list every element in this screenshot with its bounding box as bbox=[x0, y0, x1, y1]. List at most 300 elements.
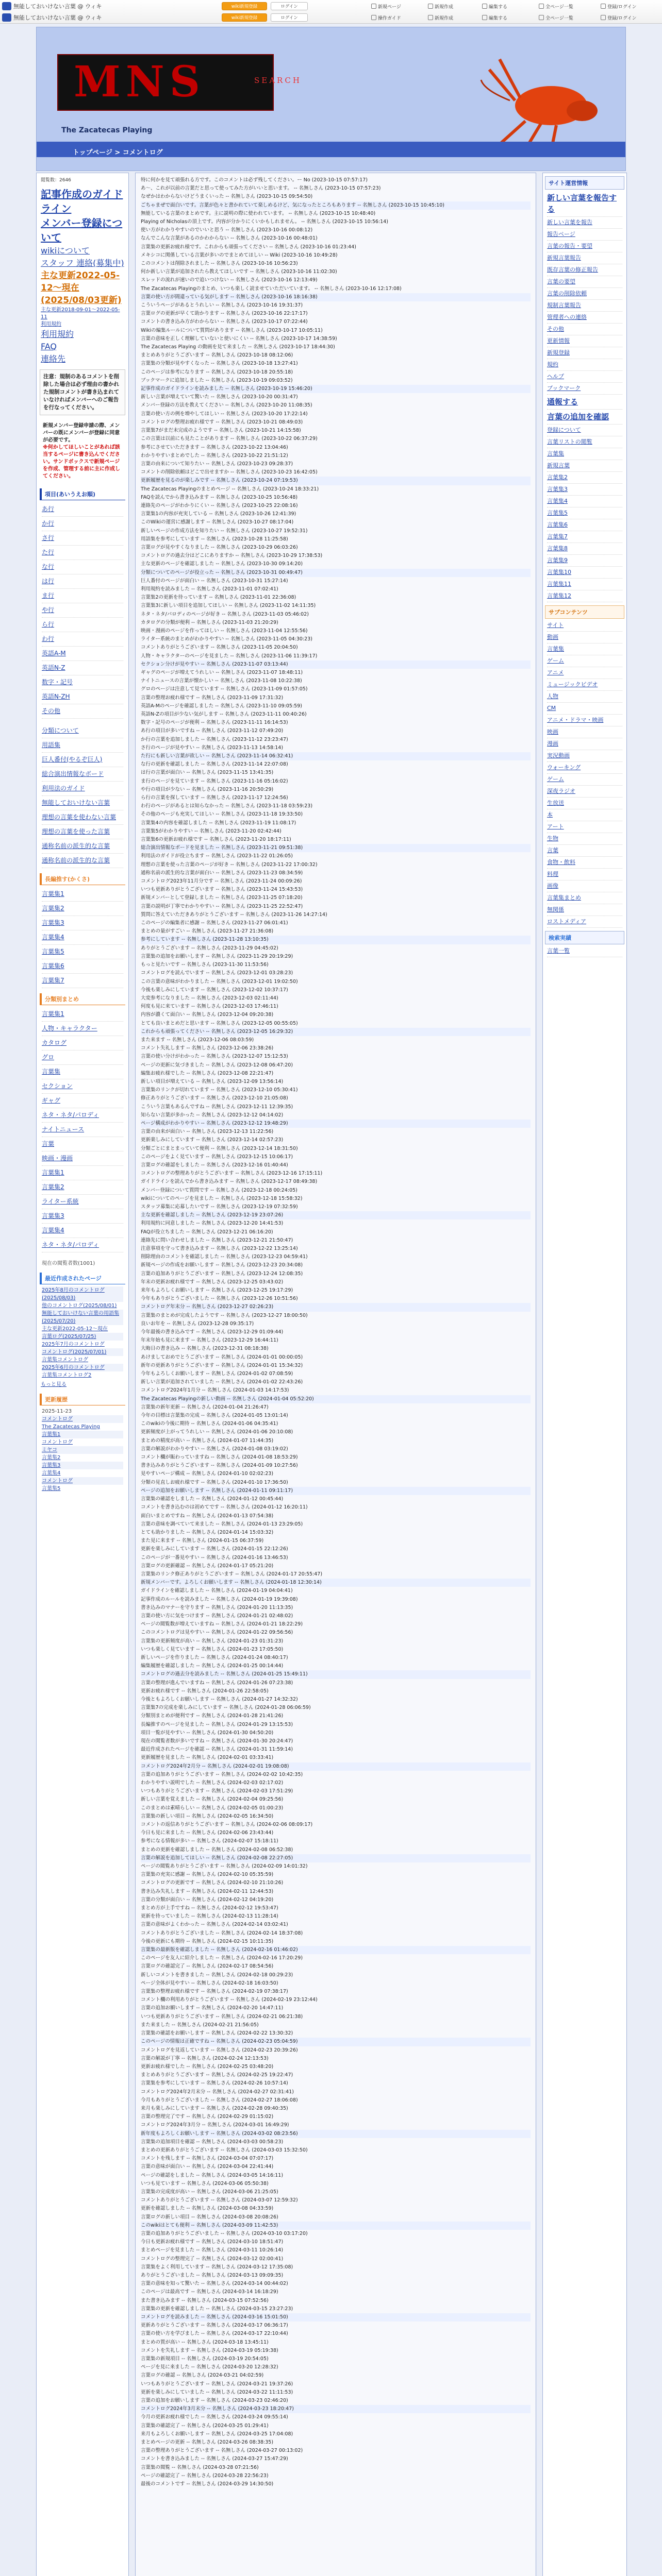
category2-item[interactable]: ネタ・ネタ/パロディ bbox=[42, 1108, 123, 1123]
comment-row: コメントログを見返しています -- 名無しさん (2024-02-23 20:39:26) bbox=[141, 2047, 298, 2053]
comment-row: The Zacatecas Playingの新しい動画 -- 名無しさん (2024-01-04 05:52:20) bbox=[141, 1395, 531, 1403]
comment-row: まとめの更新ありがとうございます -- 名無しさん (2024-03-03 15:32:50) bbox=[141, 2147, 308, 2153]
comment-row: 分類別まとめが便利です -- 名無しさん (2024-01-28 21:41:26) bbox=[141, 1713, 284, 1719]
category-item[interactable]: 言葉集7 bbox=[42, 974, 123, 988]
report-big-list bbox=[543, 191, 626, 217]
comment-row: 新しい言葉が増えていて驚いた -- 名無しさん (2023-10-20 00:31:47) bbox=[141, 394, 298, 400]
subcontent-item[interactable]: 言葉 bbox=[547, 845, 622, 857]
topbar-link-label: 新規作成 bbox=[435, 15, 454, 21]
comment-row: わかりやすい説明でした -- 名無しさん (2024-02-03 02:17:02) bbox=[141, 1780, 284, 1786]
category2-item[interactable]: ナイトニュース bbox=[42, 1123, 123, 1137]
category2-item[interactable]: 言葉集1 bbox=[42, 1166, 123, 1180]
comment-row: 言葉集の分類が見やすくなった -- 名無しさん (2023-10-18 13:27:41) bbox=[141, 361, 298, 367]
comment-row: 長編推すのページを見ました -- 名無しさん (2024-01-29 13:15:53) bbox=[141, 1721, 293, 1727]
report-big-list-2 bbox=[543, 395, 626, 425]
site-logo[interactable] bbox=[57, 54, 302, 111]
category-item[interactable]: 言葉集1 bbox=[42, 887, 123, 902]
updated-item[interactable]: 言葉集2 bbox=[42, 1455, 61, 1461]
comment-row: 言葉の整理お疲れ様です -- 名無しさん (2023-11-09 17:31:32) bbox=[141, 694, 284, 701]
comment-row: 言葉集のリンク修正ありがとうございます -- 名無しさん (2024-01-17 20:55:47) bbox=[141, 1571, 323, 1577]
nav-extra-list bbox=[37, 724, 128, 868]
comment-row: 言葉の整理ありがとうございます -- 名無しさん (2024-03-27 00:13:02) bbox=[141, 2448, 303, 2454]
word-list-item[interactable]: 新規言葉 bbox=[547, 460, 622, 472]
topbar-site-title[interactable]: 無能しておいけない言葉 @ ウィキ bbox=[13, 14, 102, 21]
nav-extra-item[interactable]: 利用法のガイド bbox=[42, 782, 123, 796]
site-banner[interactable] bbox=[46, 39, 613, 142]
comment-row: 今日も更新お疲れ様です -- 名無しさん (2024-03-10 18:51:47) bbox=[141, 2239, 284, 2245]
guideline-link[interactable]: 記事作成のガイドライン bbox=[41, 188, 123, 215]
comment-row: ら行の言葉を探しています -- 名無しさん (2023-11-17 12:24:56) bbox=[141, 795, 288, 801]
subcontent-item[interactable]: 動画 bbox=[547, 632, 622, 643]
comment-row: さ行のページが見やすい -- 名無しさん (2023-11-13 14:58:14) bbox=[141, 744, 284, 751]
nav-item[interactable]: な行 bbox=[42, 560, 123, 574]
wiki-signup-button[interactable]: wiki新規登録 bbox=[222, 2, 267, 10]
comment-row: メンバー登録について質問です -- 名無しさん (2023-12-18 00:24:05) bbox=[141, 1187, 297, 1193]
comment-row: 更新を楽しみにしていました -- 名無しさん (2024-03-22 11:11:53) bbox=[141, 2389, 293, 2395]
comment-row: The Zacatecas Playingのまとめページ -- 名無しさん (2023-10-24 18:33:21) bbox=[141, 486, 319, 492]
subcontent-item[interactable]: 生物 bbox=[547, 833, 622, 845]
comment-row: グロのページは注意して見ています -- 名無しさん (2023-11-09 01:57:05) bbox=[141, 686, 308, 692]
search-stats-item[interactable]: 言葉一覧 bbox=[547, 945, 622, 957]
subcontent-item[interactable]: アニメ・ドラマ・映画 bbox=[547, 715, 622, 726]
comment-row: このページの情報は正確ですね -- 名無しさん (2024-02-23 05:04:59) bbox=[141, 2038, 531, 2046]
comment-row: これからも頑張ってください -- 名無しさん (2023-12-05 16:29:32) bbox=[141, 1028, 531, 1036]
subcontent-item[interactable]: 無関係 bbox=[547, 904, 622, 916]
recent-item[interactable]: 他のコメントログ(2025/08/01) bbox=[42, 1303, 117, 1309]
comment-row: 言葉の意味が面白い -- 名無しさん (2024-03-04 22:41:44) bbox=[141, 2164, 274, 2170]
nav-item[interactable]: 英語N-ZH bbox=[42, 690, 123, 704]
comment-row: 言葉集の整理お疲れ様です -- 名無しさん (2024-02-19 07:38:17) bbox=[141, 1989, 288, 1995]
topbar-link-label: 登録/ログイン bbox=[607, 4, 637, 10]
comment-row: 年末年始も見に来ます -- 名無しさん (2023-12-29 16:44:11) bbox=[141, 1337, 278, 1344]
comment-row: 利用規約を読みました -- 名無しさん (2023-11-01 07:02:41) bbox=[141, 586, 278, 592]
comment-row: 記事作成のガイドラインを読みました -- 名無しさん (2023-10-19 15:46:20) bbox=[141, 385, 531, 393]
comment-row: 更新お疲れ様でした -- 名無しさん (2024-02-25 03:48:20) bbox=[141, 2063, 274, 2070]
comment-row: わかりやすいまとめでした -- 名無しさん (2023-10-22 21:51:12) bbox=[141, 452, 288, 459]
category2-item[interactable]: 映画・漫画 bbox=[42, 1151, 123, 1166]
topbar-link-edit[interactable] bbox=[482, 14, 507, 21]
nav-extra-item[interactable]: 理想の言葉を使った言葉 bbox=[42, 825, 123, 839]
nav-extra-item[interactable]: 総合演出情報なボード bbox=[42, 767, 123, 782]
comment-row: コメントありがとうございます -- 名無しさん (2023-11-05 20:04:50) bbox=[141, 645, 298, 651]
faq-link[interactable]: FAQ bbox=[41, 342, 57, 351]
topbar-row-1 bbox=[0, 1, 662, 12]
comment-row: このページをよく見ています -- 名無しさん (2023-12-15 10:06:17) bbox=[141, 1154, 293, 1160]
updated-item[interactable]: コメントログ bbox=[42, 1415, 123, 1423]
nav-item[interactable]: 英語N-Z bbox=[42, 661, 123, 675]
updated-section-header: 更新履歴 bbox=[40, 1394, 125, 1405]
comment-row: コメントログを読みました -- 名無しさん (2024-03-16 15:01:50) bbox=[141, 2313, 531, 2321]
comment-row: コメントログの過去分を読みました -- 名無しさん (2024-01-25 15:49:11) bbox=[141, 1670, 531, 1679]
terms-small-link[interactable]: 利用規約 bbox=[41, 321, 61, 327]
comment-row: あけましておめでとうございます -- 名無しさん (2024-01-01 00:00:05) bbox=[141, 1354, 303, 1360]
report-item[interactable]: 新しい言葉を報告 bbox=[547, 217, 622, 229]
comment-row: いつも更新ありがとうございます -- 名無しさん (2024-02-21 06:21:38) bbox=[141, 2013, 303, 2020]
report-item[interactable]: 規約 bbox=[547, 359, 622, 371]
nav-item[interactable]: あ行 bbox=[42, 502, 123, 517]
comment-row: また書き込みます -- 名無しさん (2024-03-15 07:52:56) bbox=[141, 2297, 269, 2303]
old-updates-link[interactable]: 主な更新2018-09-01～2022-05-11 bbox=[41, 307, 120, 320]
comment-row: 数字・記号のページが便利 -- 名無しさん (2023-11-11 16:14:53) bbox=[141, 720, 288, 726]
comment-row: 言葉ログの更新が早くて助かります -- 名無しさん (2023-10-16 22:17:17) bbox=[141, 311, 308, 317]
comment-row: 主な更新のページを確認しました -- 名無しさん (2023-10-30 09:14:20) bbox=[141, 561, 303, 567]
updated-item[interactable]: 言葉集4 bbox=[42, 1470, 61, 1476]
recent-item[interactable]: コメントログ(2025/07/01) bbox=[42, 1348, 123, 1356]
recent-item[interactable]: 2025年7月のコメントログ bbox=[42, 1342, 105, 1347]
subcontent-header: サブコンテンツ bbox=[545, 605, 624, 619]
wiki-logo-icon[interactable] bbox=[2, 13, 11, 22]
category2-item[interactable]: 人物・キャラクター bbox=[42, 1022, 123, 1036]
comment-row: 言葉集の新年更新 -- 名無しさん (2024-01-04 21:26:47) bbox=[141, 1404, 269, 1410]
word-list-item[interactable]: 言葉集6 bbox=[547, 519, 622, 531]
recent-item[interactable]: 2025年6月のコメントログ bbox=[42, 1364, 123, 1371]
comment-row: 分類の見直しお疲れ様です -- 名無しさん (2024-01-10 17:36:50) bbox=[141, 1479, 288, 1485]
category2-item[interactable]: グロ bbox=[42, 1050, 123, 1065]
comment-row: 言葉集をよく利用しています -- 名無しさん (2024-03-12 17:35:08) bbox=[141, 2264, 293, 2270]
comment-row: 更新履歴を見ました -- 名無しさん (2024-02-01 03:33:41) bbox=[141, 1755, 274, 1761]
comment-row: 参考にさせていただきます -- 名無しさん (2023-10-22 13:04:46) bbox=[141, 444, 288, 450]
comment-row: 言葉集の更新を確認しました -- 名無しさん (2024-03-15 23:27:23) bbox=[141, 2306, 293, 2312]
category2-item[interactable]: 言葉集1 bbox=[42, 1007, 123, 1022]
subcontent-item[interactable]: 言葉集 bbox=[547, 643, 622, 655]
updated-date: 2025-11-23 bbox=[42, 1409, 72, 1414]
list-icon bbox=[539, 15, 544, 20]
topbar-link-all-pages[interactable] bbox=[539, 14, 573, 21]
comment-row: 言葉集の充実に感謝 -- 名無しさん (2024-02-10 05:35:59) bbox=[141, 1872, 274, 1878]
report-item[interactable]: 新規登録 bbox=[547, 347, 622, 359]
comment-row: 新年度もよろしくお願いします -- 名無しさん (2024-03-02 08:23:56) bbox=[141, 2130, 531, 2138]
comment-row: まとめページの更新 -- 名無しさん (2024-03-26 08:38:35) bbox=[141, 2439, 274, 2446]
topbar-link-edit[interactable] bbox=[482, 3, 507, 10]
comment-row: このまとめは素晴らしい -- 名無しさん (2024-02-05 01:00:23) bbox=[141, 1805, 284, 1811]
category-item[interactable]: 言葉集5 bbox=[42, 945, 123, 959]
category-item[interactable]: 言葉集6 bbox=[42, 959, 123, 974]
subcontent-item[interactable]: 漫画 bbox=[547, 738, 622, 750]
left-sidebar bbox=[36, 173, 129, 2576]
category2-item[interactable]: カタログ bbox=[42, 1036, 123, 1050]
comment-row: コメントログの整理ありがとうございます -- 名無しさん (2023-12-16 17:15:11) bbox=[141, 1171, 323, 1177]
nav-item[interactable]: や行 bbox=[42, 603, 123, 618]
subcontent-item[interactable]: ウォーキング bbox=[547, 762, 622, 774]
logo-text: MNS bbox=[74, 57, 205, 107]
recent-item[interactable]: 言葉ログ(2025/07/25) bbox=[42, 1333, 123, 1341]
report-item[interactable]: 既存言葉の修正報告 bbox=[547, 264, 622, 276]
comment-row: 修正ありがとうございます -- 名無しさん (2023-12-10 21:05:08) bbox=[141, 1095, 288, 1101]
category2-item[interactable]: セクション bbox=[42, 1079, 123, 1094]
updated-item[interactable]: 言葉集3 bbox=[42, 1462, 123, 1469]
comment-row: この言葉の意味がわかりました -- 名無しさん (2023-12-01 19:02:50) bbox=[141, 978, 298, 985]
comment-row: 言葉の使い方に気をつけます -- 名無しさん (2024-01-21 02:48:02) bbox=[141, 1613, 293, 1619]
topbar-link-guide[interactable] bbox=[371, 14, 401, 21]
site-subtitle: The Zacatecas Playing bbox=[61, 126, 153, 134]
page-icon bbox=[371, 4, 376, 9]
category-item[interactable]: 言葉集4 bbox=[42, 930, 123, 945]
comment-row: 言葉の整理完了です -- 名無しさん (2024-02-29 01:15:02) bbox=[141, 2114, 274, 2120]
comment-row: 言葉の意味を知って驚いた -- 名無しさん (2024-03-14 00:44:02) bbox=[141, 2281, 288, 2287]
category2-item[interactable]: ネタ・ネタ/パロディ bbox=[42, 1238, 123, 1252]
word-list-item[interactable]: 言葉集5 bbox=[547, 507, 622, 519]
nav-item[interactable]: わ行 bbox=[42, 632, 123, 647]
comment-row: 言葉の分類が面白い -- 名無しさん (2024-02-12 04:19:20) bbox=[141, 1896, 274, 1903]
comment-row: な行の更新を確認しました -- 名無しさん (2023-11-14 22:07:08) bbox=[141, 761, 288, 768]
comment-row: か行の言葉を追加しました -- 名無しさん (2023-11-12 23:23:47) bbox=[141, 736, 288, 742]
major-updates-link[interactable]: 主な更新2022-05-12～現在(2025/08/03更新) bbox=[41, 270, 122, 306]
atwiki-topbar bbox=[0, 0, 662, 24]
comment-row: コメントログ年末分 -- 名無しさん (2023-12-27 02:26:23) bbox=[141, 1303, 531, 1311]
category2-item[interactable]: 言葉 bbox=[42, 1137, 123, 1151]
comment-row: 言葉ログの確認 -- 名無しさん (2024-03-21 04:02:59) bbox=[141, 2372, 264, 2379]
report-item[interactable]: 新規言葉報告 bbox=[547, 252, 622, 264]
subcontent-item[interactable]: 言葉集まとめ bbox=[547, 892, 622, 904]
subcontent-item[interactable]: 食物・飲料 bbox=[547, 857, 622, 869]
terms-link[interactable]: 利用規約 bbox=[41, 329, 74, 339]
comment-row: ギャグのページが増えてうれしい -- 名無しさん (2023-11-07 18:48:11) bbox=[141, 669, 303, 675]
member-notice-text: 新規メンバー登録申請の際、メンバーの既にメンバーが登録に同意が必要です。 bbox=[43, 423, 120, 443]
recent-item[interactable]: 言葉集コメントログ bbox=[42, 1357, 88, 1363]
comment-row: ライター系統のまとめがわかりやすい -- 名無しさん (2023-11-05 04:30:23) bbox=[141, 636, 312, 642]
comment-row: 新しい言葉を覚えました -- 名無しさん (2024-02-04 09:25:56) bbox=[141, 1797, 284, 1803]
subcontent-item[interactable]: 料理 bbox=[547, 869, 622, 880]
subcontent-item[interactable]: ロストメディア bbox=[547, 916, 622, 928]
comment-row: 最近作成されたページを確認 -- 名無しさん (2024-01-31 11:59:14) bbox=[141, 1747, 293, 1753]
nav-item[interactable]: その他 bbox=[42, 704, 123, 719]
comment-row: 言葉の追加をお願いします -- 名無しさん (2024-03-23 02:46:20) bbox=[141, 2398, 288, 2404]
nav-extra-item[interactable]: 通称名前の派生的な言葉 bbox=[42, 854, 123, 868]
category-section-header: 長編推す(かくさ) bbox=[40, 873, 125, 885]
about-wiki-link[interactable]: wikiについて bbox=[41, 246, 90, 256]
updated-item[interactable]: 言葉集5 bbox=[42, 1486, 61, 1492]
comment-row: 内容が濃くて面白い -- 名無しさん (2023-12-04 09:20:38) bbox=[141, 1012, 274, 1018]
word-list bbox=[543, 425, 626, 602]
comment-row: セクション分けが見やすい -- 名無しさん (2023-11-07 03:13:44) bbox=[141, 660, 531, 669]
wiki-signup-button[interactable]: wiki新規登録 bbox=[222, 13, 267, 22]
subcontent-item[interactable]: 画像 bbox=[547, 880, 622, 892]
comment-row: 言葉の由来が面白い -- 名無しさん (2023-12-13 11:22:56) bbox=[141, 1129, 274, 1135]
breadcrumb[interactable]: トップページ > コメントログ bbox=[73, 149, 163, 157]
report-item[interactable]: 規制言葉報告 bbox=[547, 300, 622, 312]
comment-row: 言葉集のまとめが完成したようです -- 名無しさん (2023-12-27 18:00:50) bbox=[141, 1312, 308, 1318]
comment-row: コメントを書き込むのは初めてです -- 名無しさん (2024-01-12 16:20:11) bbox=[141, 1504, 308, 1511]
comment-row: まとめの質が高い -- 名無しさん (2024-03-18 13:45:11) bbox=[141, 2339, 269, 2345]
nav-extra-item[interactable]: 分類について bbox=[42, 724, 123, 738]
comment-row: ブックマークに追加しました -- 名無しさん (2023-10-19 09:03:52) bbox=[141, 377, 293, 383]
comment-row: た行にも新しい言葉が欲しい -- 名無しさん (2023-11-14 06:32:41) bbox=[141, 752, 531, 760]
subcontent-item[interactable]: CM bbox=[547, 703, 622, 715]
comment-row: コメントを残します -- 名無しさん (2024-03-04 07:07:17) bbox=[141, 2156, 274, 2162]
book-icon bbox=[371, 15, 376, 20]
report-big-item[interactable]: 言葉の追加を確認 bbox=[547, 410, 622, 425]
word-list-item[interactable]: 言葉集8 bbox=[547, 543, 622, 555]
nav-item[interactable]: か行 bbox=[42, 517, 123, 531]
subcontent-item[interactable]: 人物 bbox=[547, 691, 622, 703]
comment-row: 新しい言葉が追加されていました -- 名無しさん (2024-01-02 22:43:26) bbox=[141, 1379, 303, 1385]
user-icon bbox=[601, 4, 606, 9]
word-list-item[interactable]: 登録について bbox=[547, 425, 622, 436]
topbar-link-label: 操作ガイド bbox=[378, 15, 401, 21]
comment-row: 言葉の追加ありがとうございます -- 名無しさん (2023-12-24 12:08:35) bbox=[141, 1270, 303, 1277]
topbar-link-new-page[interactable] bbox=[371, 3, 401, 10]
subcontent-item[interactable]: 映画 bbox=[547, 726, 622, 738]
topbar-link-all-pages[interactable] bbox=[539, 3, 573, 10]
subcontent-item[interactable]: アニメ bbox=[547, 667, 622, 679]
topbar-link-create[interactable] bbox=[428, 14, 453, 21]
view-count-text: 閲覧数：2646 bbox=[41, 178, 71, 183]
comment-row: 言葉集の完成度が高い -- 名無しさん (2024-03-06 21:25:05) bbox=[141, 2189, 278, 2195]
pencil-icon bbox=[482, 4, 487, 9]
updated-item[interactable]: コメントログ bbox=[42, 1477, 123, 1485]
report-item[interactable]: ヘルプ bbox=[547, 371, 622, 383]
comment-row: 書き込みありがとうございます -- 名無しさん (2024-01-09 10:27:56) bbox=[141, 1463, 298, 1469]
report-item[interactable]: ブックマーク bbox=[547, 383, 622, 395]
comment-row: 無能している言葉のまとめです。主に説明の際に使われています。 -- 名無しさん (2023-10-15 10:48:40) bbox=[141, 210, 376, 216]
comment-row: 利用法のガイドが役立ちます -- 名無しさん (2023-11-22 01:26:05) bbox=[141, 853, 293, 859]
topbar-link-login[interactable] bbox=[601, 14, 637, 21]
comment-row: ページの閲覧数が増えていますね -- 名無しさん (2024-01-21 18:22:29) bbox=[141, 1621, 303, 1628]
nav-item[interactable]: ら行 bbox=[42, 618, 123, 632]
updated-item[interactable]: ミヤコ bbox=[42, 1446, 123, 1454]
nav-list bbox=[37, 502, 128, 719]
topbar-site-title[interactable]: 無能しておいけない言葉 @ ウィキ bbox=[13, 3, 102, 10]
comment-row: コメントログの過去分はどこにありますか -- 名無しさん (2023-10-29 17:38:53) bbox=[141, 553, 323, 559]
recent-item[interactable]: 2025年8月のコメントログ(2025/08/03) bbox=[42, 1286, 123, 1302]
updated-item[interactable]: コメントログ bbox=[42, 1439, 73, 1445]
login-button[interactable]: ログイン bbox=[271, 13, 308, 22]
word-list-item[interactable]: 言葉集 bbox=[547, 448, 622, 460]
comment-row: Wikiの編集ルールについて質問があります -- 名無しさん (2023-10-17 10:05:11) bbox=[141, 327, 323, 333]
report-item[interactable]: 更新情報 bbox=[547, 335, 622, 347]
subcontent-item[interactable]: 実況動画 bbox=[547, 750, 622, 762]
comment-row: 注意事項を守って書き込みます -- 名無しさん (2023-12-22 13:25:14) bbox=[141, 1246, 298, 1251]
word-list-item[interactable]: 言葉集3 bbox=[547, 484, 622, 496]
subcontent-item[interactable]: ミュージックビデオ bbox=[547, 679, 622, 691]
nav-extra-item[interactable]: 巨人番付(やるぞ巨人) bbox=[42, 753, 123, 767]
recent-item[interactable]: 無能しておいけない言葉の用語集(2025/07/20) bbox=[42, 1310, 123, 1325]
word-list-item[interactable]: 言葉集11 bbox=[547, 579, 622, 590]
updated-item[interactable]: The Zacatecas Playing bbox=[42, 1424, 100, 1430]
category2-item[interactable]: 言葉集2 bbox=[42, 1180, 123, 1195]
staff-recruit-link[interactable]: スタッフ 連絡(募集中) bbox=[41, 258, 124, 268]
comment-row: コメントログ2024年2月末分 -- 名無しさん (2024-02-27 02:31:41) bbox=[141, 2089, 294, 2095]
nav-extra-item[interactable]: 無能しておいけない言葉 bbox=[42, 796, 123, 810]
comment-row: 巨人番付のページが面白い -- 名無しさん (2023-10-31 15:27:14) bbox=[141, 578, 288, 584]
subcontent-item[interactable]: アート bbox=[547, 821, 622, 833]
nav-item[interactable]: 英語A-M bbox=[42, 647, 123, 661]
recent-more-link[interactable]: もっと見る bbox=[41, 1382, 67, 1387]
comment-row: 言葉集7の完成を楽しみにしています -- 名無しさん (2024-01-28 06:06:59) bbox=[141, 1705, 311, 1711]
category2-item[interactable]: 言葉集3 bbox=[42, 1209, 123, 1224]
word-list-item[interactable]: 言葉集7 bbox=[547, 531, 622, 543]
login-button[interactable]: ログイン bbox=[271, 2, 308, 10]
report-big-item[interactable]: 通報する bbox=[547, 395, 622, 410]
comment-row: 削除理由のコメントを確認しました -- 名無しさん (2023-12-23 04:59:41) bbox=[141, 1254, 308, 1260]
category2-item[interactable]: ライター系統 bbox=[42, 1195, 123, 1209]
topbar-link-login[interactable] bbox=[601, 3, 637, 10]
report-item[interactable]: 管理者への連絡 bbox=[547, 312, 622, 324]
subcontent-item[interactable]: ゲーム bbox=[547, 774, 622, 786]
comment-row: 言葉の解説が丁寧 -- 名無しさん (2024-02-24 12:13:53) bbox=[141, 2055, 269, 2061]
report-item[interactable]: 言葉の報告・要望 bbox=[547, 241, 622, 252]
report-item[interactable]: その他 bbox=[547, 324, 622, 335]
word-list-item[interactable]: 言葉リストの閲覧 bbox=[547, 436, 622, 448]
comment-row: 更新ありがとうございます -- 名無しさん (2024-03-17 06:36:17) bbox=[141, 2323, 288, 2329]
word-list-item[interactable]: 言葉集12 bbox=[547, 590, 622, 602]
comment-row: 何か新しい言葉が追加されたら教えてほしいです -- 名無しさん (2023-10-16 11:02:30) bbox=[141, 269, 337, 275]
category-list bbox=[37, 887, 128, 988]
category2-item[interactable]: 言葉集 bbox=[42, 1065, 123, 1079]
comment-row: カタログの分類が便利 -- 名無しさん (2023-11-03 21:20:29) bbox=[141, 619, 278, 625]
comment-row: 更新履歴を見るのが楽しみです -- 名無しさん (2023-10-24 07:19:53) bbox=[141, 477, 531, 485]
comment-row: あ〜、これが以前の言葉だと思って使ってみた方がいいと思います。 -- 名無しさん (2023-10-15 07:57:23) bbox=[141, 185, 381, 192]
comment-row: 用語集を参考にしています -- 名無しさん (2023-10-28 11:25:58) bbox=[141, 536, 288, 542]
word-list-item[interactable]: 言葉集2 bbox=[547, 472, 622, 484]
word-list-item[interactable]: 言葉集4 bbox=[547, 496, 622, 507]
report-item[interactable]: 報告ページ bbox=[547, 229, 622, 241]
comment-row: や行の項目が少ない -- 名無しさん (2023-11-16 20:50:29) bbox=[141, 786, 274, 792]
word-list-item[interactable]: 言葉集9 bbox=[547, 555, 622, 567]
report-big-item[interactable]: 新しい言葉を報告する bbox=[547, 191, 622, 217]
nav-item[interactable]: ま行 bbox=[42, 589, 123, 603]
category-item[interactable]: 言葉集2 bbox=[42, 902, 123, 916]
nav-extra-item[interactable]: 通称名前の派生的な言葉 bbox=[42, 839, 123, 854]
member-registration-link[interactable]: メンバー登録について bbox=[41, 217, 123, 244]
nav-item[interactable]: 数字・記号 bbox=[42, 675, 123, 690]
report-item[interactable]: 言葉の削除依頼 bbox=[547, 288, 622, 300]
comment-row: ガイドラインを読んでから書き込みます -- 名無しさん (2023-12-17 08:49:38) bbox=[141, 1179, 318, 1185]
subcontent-item[interactable]: 生放送 bbox=[547, 798, 622, 809]
comment-row: コメントログ2024年3月末分 -- 名無しさん (2024-03-23 18:20:47) bbox=[141, 2405, 531, 2413]
subcontent-item[interactable]: 深夜ラジオ bbox=[547, 786, 622, 798]
recent-item[interactable]: 言葉集コメントログ2 bbox=[42, 1372, 92, 1378]
nav-extra-item[interactable]: 理想の言葉を使わない言葉 bbox=[42, 810, 123, 825]
nav-item[interactable]: た行 bbox=[42, 546, 123, 560]
comment-row: 言葉の意味がよくわかった -- 名無しさん (2024-02-14 03:02:41) bbox=[141, 1922, 288, 1928]
nav-item[interactable]: は行 bbox=[42, 574, 123, 589]
updated-item[interactable]: 言葉集1 bbox=[42, 1431, 123, 1438]
comment-row: コメントログの更新です -- 名無しさん (2024-02-10 21:10:26) bbox=[141, 1880, 284, 1886]
search-stats-list bbox=[543, 945, 626, 957]
comment-row: 言葉集の確認をお願いします -- 名無しさん (2024-02-22 13:30:32) bbox=[141, 2030, 293, 2037]
comment-row: 新年の更新ありがとうございます -- 名無しさん (2024-01-01 15:34:32) bbox=[141, 1362, 303, 1368]
report-item[interactable]: 言葉の要望 bbox=[547, 276, 622, 288]
comment-row: 書き込みのマナーを守ります -- 名無しさん (2024-01-20 11:13:35) bbox=[141, 1604, 293, 1611]
site-header bbox=[36, 27, 626, 171]
comment-row: ページの更新に気づきました -- 名無しさん (2023-12-08 06:47:20) bbox=[141, 1062, 293, 1068]
category-item[interactable]: 言葉集3 bbox=[42, 916, 123, 930]
subcontent-item[interactable]: 本 bbox=[547, 809, 622, 821]
comment-row: わ行のページがあるとは知らなかった -- 名無しさん (2023-11-18 03:59:23) bbox=[141, 803, 313, 809]
topbar-link-create[interactable] bbox=[428, 3, 453, 10]
comment-row: 今年最後の書き込みです -- 名無しさん (2023-12-29 01:09:44) bbox=[141, 1329, 284, 1335]
comment-row: 参考になる情報が多い -- 名無しさん (2024-02-07 15:18:11) bbox=[141, 1838, 278, 1844]
wiki-logo-icon[interactable] bbox=[2, 2, 11, 10]
category2-item[interactable]: ギャグ bbox=[42, 1094, 123, 1108]
topbar-link-label: 新規作成 bbox=[435, 4, 454, 10]
nav-extra-item[interactable]: 用語集 bbox=[42, 738, 123, 753]
category2-item[interactable]: 言葉集4 bbox=[42, 1224, 123, 1238]
logo-subtext: SEARCH bbox=[254, 76, 302, 85]
subcontent-item[interactable]: サイト bbox=[547, 620, 622, 632]
word-list-item[interactable]: 言葉集10 bbox=[547, 567, 622, 579]
contact-link[interactable]: 連絡先 bbox=[41, 354, 66, 364]
nav-item[interactable]: さ行 bbox=[42, 531, 123, 546]
comment-row: 今日も見に来ました -- 名無しさん (2024-02-06 23:43:44) bbox=[141, 1830, 274, 1836]
comment-row: 言葉集2の更新を待っています -- 名無しさん (2023-11-01 22:36:08) bbox=[141, 595, 296, 601]
red-lobster-illustration bbox=[479, 49, 603, 152]
comment-row: 面白いまとめですね -- 名無しさん (2024-01-13 07:54:38) bbox=[141, 1513, 274, 1519]
comment-row: 連絡先に問い合わせしました -- 名無しさん (2023-12-21 21:50:47) bbox=[141, 1237, 293, 1243]
recent-item[interactable]: 主な更新2022-05-12～現在 bbox=[42, 1326, 108, 1332]
subcontent-item[interactable]: ゲーム bbox=[547, 655, 622, 667]
